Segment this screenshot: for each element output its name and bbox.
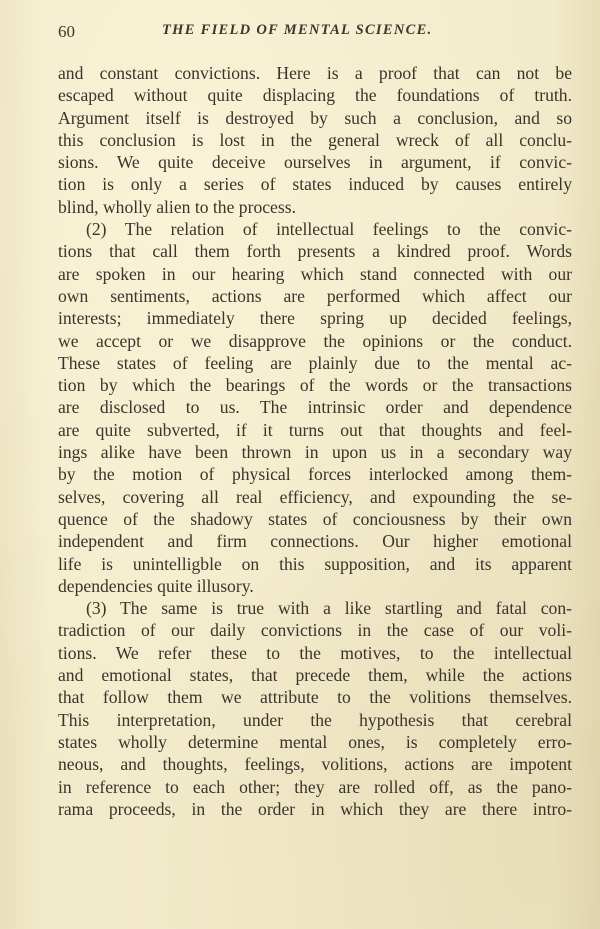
- text-line: and emotional states, that precede them, while the actions: [58, 665, 572, 686]
- text-line: interests; immediately there spring up decided feelings,: [58, 308, 572, 329]
- text-line: These states of feeling are plainly due to the mental ac-: [58, 352, 572, 373]
- text-line: tion is only a series of states induced by causes entirely: [58, 174, 572, 195]
- text-line: own sentiments, actions are performed which affect our: [58, 285, 572, 306]
- text-line: by the motion of physical forces interlocked among them-: [58, 464, 572, 485]
- text-line: states wholly determine mental ones, is completely erro-: [58, 731, 572, 752]
- text-line: in reference to each other; they are rolled off, as the pano-: [58, 776, 572, 797]
- text-line: Argument itself is destroyed by such a conclusion, and so: [58, 107, 572, 128]
- text-line: tradiction of our daily convictions in the case of our voli-: [58, 620, 572, 641]
- text-line: are disclosed to us. The intrinsic order and dependence: [58, 397, 572, 418]
- text-line: tions that call them forth presents a kindred proof. Words: [58, 241, 572, 262]
- running-title: THE FIELD OF MENTAL SCIENCE.: [162, 22, 433, 38]
- text-line: are spoken in our hearing which stand connected with our: [58, 263, 572, 284]
- text-line: tion by which the bearings of the words or the transactions: [58, 375, 572, 396]
- paragraph-start-line: (3) The same is true with a like startling and fatal con-: [86, 598, 572, 619]
- text-line: blind, wholly alien to the process.: [58, 196, 296, 217]
- text-line: life is unintelligble on this supposition, and its apparent: [58, 553, 572, 574]
- text-line: this conclusion is lost in the general wreck of all conclu-: [58, 129, 572, 150]
- text-line: escaped without quite displacing the foundations of truth.: [58, 85, 572, 106]
- text-line: ings alike have been thrown in upon us in a secondary way: [58, 442, 572, 463]
- text-line: independent and firm connections. Our higher emotional: [58, 531, 572, 552]
- text-line: that follow them we attribute to the volitions themselves.: [58, 687, 572, 708]
- text-line: sions. We quite deceive ourselves in argument, if convic-: [58, 152, 572, 173]
- text-line: we accept or we disapprove the opinions or the conduct.: [58, 330, 572, 351]
- paragraph-start-line: (2) The relation of intellectual feelings to the convic-: [86, 219, 572, 240]
- page-number: 60: [58, 22, 75, 41]
- running-head: [58, 20, 572, 44]
- text-line: This interpretation, under the hypothesis that cerebral: [58, 709, 572, 730]
- text-line: dependencies quite illusory.: [58, 575, 254, 596]
- text-line: are quite subverted, if it turns out that thoughts and feel-: [58, 419, 572, 440]
- body-text: [58, 62, 572, 820]
- text-line: rama proceeds, in the order in which they are there intro-: [58, 798, 572, 819]
- text-line: and constant convictions. Here is a proof that can not be: [58, 63, 572, 83]
- text-line: tions. We refer these to the motives, to the intellectual: [58, 642, 572, 663]
- text-line: selves, covering all real efficiency, and expounding the se-: [58, 486, 572, 507]
- text-line: quence of the shadowy states of conciousness by their own: [58, 508, 572, 529]
- text-line: neous, and thoughts, feelings, volitions, actions are impotent: [58, 754, 572, 775]
